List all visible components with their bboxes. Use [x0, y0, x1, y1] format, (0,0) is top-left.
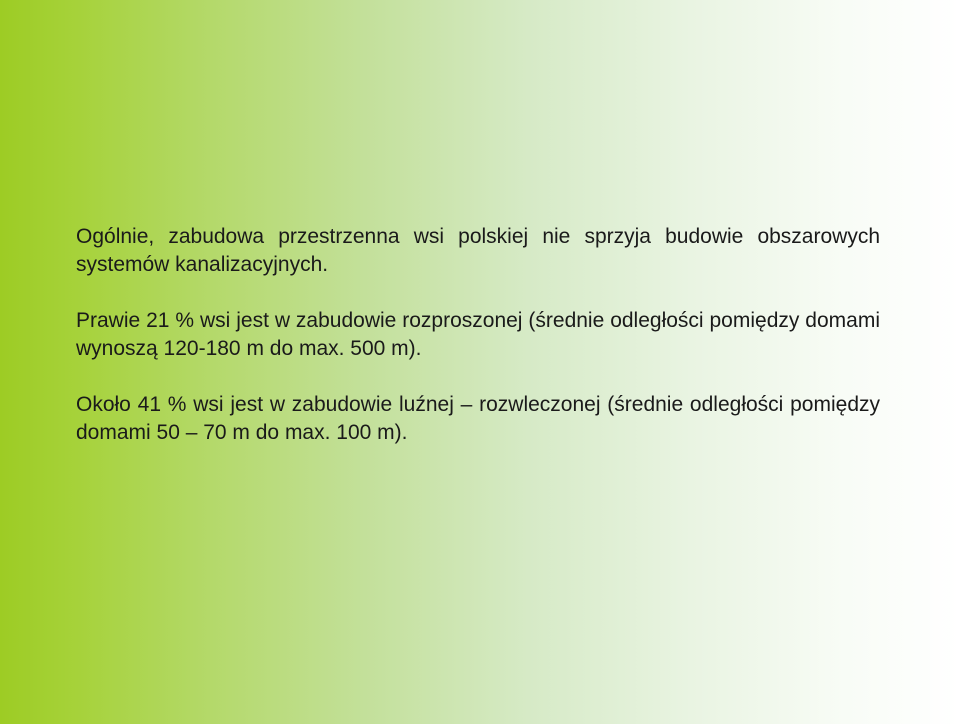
- paragraph-general-statement: Ogólnie, zabudowa przestrzenna wsi polskiej nie sprzyja budowie obszarowych systemów kanalizacyjnych.: [76, 225, 880, 276]
- paragraph-scattered-settlement: Prawie 21 % wsi jest w zabudowie rozproszonej (średnie odległości pomiędzy domami wynoszą 120-180 m do max. 500 m).: [76, 309, 880, 360]
- paragraph-loose-settlement: Około 41 % wsi jest w zabudowie luźnej – rozwleczonej (średnie odległości pomiędzy domami 50 – 70 m do max. 100 m).: [76, 393, 880, 444]
- slide-body: [76, 223, 880, 447]
